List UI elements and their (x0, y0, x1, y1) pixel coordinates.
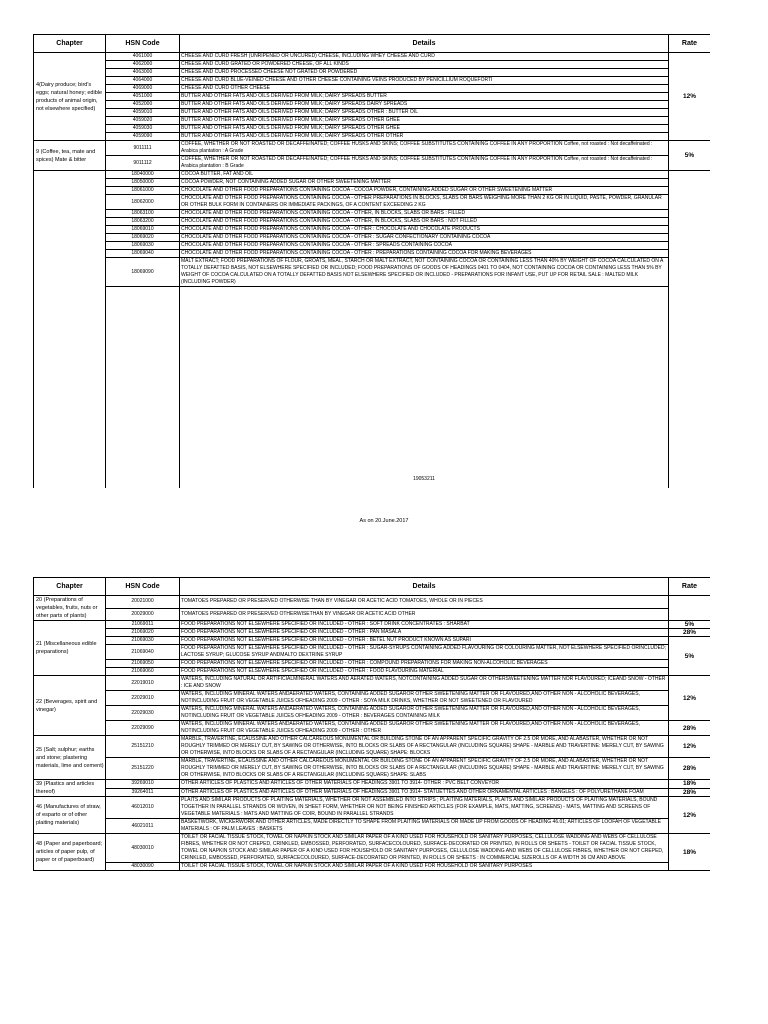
table-row (34, 53, 711, 61)
details-cell: FOOD PREPARATIONS NOT ELSEWHERE SPECIFIED OR INCLUDED - OTHER : SOFT DRINK CONCENTRATES : SHARBAT (180, 621, 669, 629)
chapter-cell: 4(Dairy produce; bird's eggs; natural honey; edible products of animal origin, not elsewhere specified) (34, 53, 106, 141)
table-row (34, 645, 711, 660)
chapter-cell: 25 (Salt; sulphur; earths and stone; plastering materials, lime and cement) (34, 736, 106, 780)
table-row (34, 706, 711, 721)
hsn-code-cell: 22019010 (106, 676, 180, 691)
hsn-code-cell: 18069020 (106, 234, 180, 242)
table-row (34, 250, 711, 258)
table-row (34, 156, 711, 171)
details-cell: COCOA BUTTER, FAT AND OIL (180, 171, 669, 179)
chapter-cell (106, 287, 180, 489)
hsn-code-cell: 19053211 (180, 287, 669, 489)
hsn-code-cell: 46021011 (106, 819, 180, 834)
hsn-code-cell: 46012010 (106, 797, 180, 819)
table-row (34, 287, 711, 489)
table-row (34, 234, 711, 242)
hsn-code-cell: 21069040 (106, 645, 180, 660)
table-row (34, 863, 711, 871)
table-row (34, 834, 711, 863)
table-row (34, 596, 711, 609)
rate-cell: 5% (669, 637, 711, 676)
table-row (34, 179, 711, 187)
rate-cell: 12% (669, 797, 711, 834)
hsn-code-cell: 18063100 (106, 210, 180, 218)
chapter-cell: 48 (Paper and paperboard; articles of paper pulp, of paper or of paperboard) (34, 834, 106, 871)
rate-cell: 28% (669, 788, 711, 797)
hsn-code-cell: 9011111 (106, 141, 180, 156)
table-row (34, 77, 711, 85)
details-cell: MARBLE, TRAVERTINE, ECAUSSINE AND OTHER CALCAREOUS MONUMENTAL OR BUILDING STONE OF AN APPARENT SPECIFIC GRAVITY OF 2.5 OR MORE, AND ALABASTER, WHETHER OR NOT ROUGHLY TRIMMED OR MERELY CUT, BY SAWING OR OTHERWISE, INTO BLOCKS OR SLABS OF A RECTANGULAR (INCLUDING SQUARE) SHAPE - MARBLE AND TRAVERTINE: MERELY CUT, BY SAWING OR OTHERWISE, INTO BLOCKS OR SLABS OF A RECTANGULAR (INCLUDING SQUARE) SHAPE: BLOCKS (180, 736, 669, 758)
table-row (34, 117, 711, 125)
table-row (34, 210, 711, 218)
rate-cell: 18% (669, 834, 711, 871)
table-row (34, 758, 711, 780)
hsn-code-cell: 18069030 (106, 242, 180, 250)
header-rate: Rate (669, 578, 711, 596)
hsn-code-cell: 4061000 (106, 53, 180, 61)
table-row (34, 691, 711, 706)
rate-cell: 12% (669, 736, 711, 758)
hsn-code-cell: 18062000 (106, 195, 180, 210)
details-cell: OTHER ARTICLES OF PLASTICS AND ARTICLES OF OTHER MATERIALS OF HEADINGS 3901 TO 3914- STATUETTES AND OTHER ORNAMENTAL ARTICLES : BANGLES : OF POLYURETHANE FOAM (180, 788, 669, 797)
header-chapter: Chapter (34, 578, 106, 596)
hsn-code-cell: 4059020 (106, 117, 180, 125)
rate-cell: 12% (669, 53, 711, 141)
tariff-table (33, 34, 710, 488)
table-row (34, 125, 711, 133)
tariff-table (33, 577, 710, 871)
hsn-code-cell: 4051000 (106, 93, 180, 101)
table-header-row (34, 35, 711, 53)
table-row (34, 780, 711, 789)
header-details: Details (180, 35, 669, 53)
hsn-code-cell: 21069011 (106, 621, 180, 629)
header-rate: Rate (669, 35, 711, 53)
rate-cell: 5% (669, 141, 711, 171)
chapter-cell: 39 (Plastics and articles thereof) (34, 780, 106, 797)
details-cell: BUTTER AND OTHER FATS AND OILS DERIVED FROM MILK; DAIRY SPREADS OTHER GHEE (180, 125, 669, 133)
details-cell: BUTTER AND OTHER FATS AND OILS DERIVED FROM MILK; DAIRY SPREADS BUTTER (180, 93, 669, 101)
table-header-row (34, 578, 711, 596)
details-cell: COCOA POWDER, NOT CONTAINING ADDED SUGAR OR OTHER SWEETENING MATTER (180, 179, 669, 187)
details-cell: CHEESE AND CURD OTHER CHEESE (180, 85, 669, 93)
hsn-code-cell: 39264011 (106, 788, 180, 797)
header-chapter: Chapter (34, 35, 106, 53)
table-row (34, 171, 711, 179)
rate-cell: 28% (669, 758, 711, 780)
table-row (34, 85, 711, 93)
details-cell: OTHER ARTICLES OF PLASTICS AND ARTICLES OF OTHER MATERIALS OF HEADINGS 3901 TO 3914- OTHER : PVC BELT CONVEYOR (180, 780, 669, 789)
table-row (34, 141, 711, 156)
table-row (34, 187, 711, 195)
chapter-cell: 9 (Coffee, tea, mate and spices) Mate & bitter (34, 141, 106, 171)
details-cell: WATERS, INCLUDING MINERAL WATERS ANDAERATED WATERS, CONTAINING ADDED SUGAROR OTHER SWEETENING MATTER OR FLAVOURED,AND OTHER NON - ALCOHOLIC BEVERAGES, NOTINCLUDING FRUIT OR VEGETABLE JUICES OFHEADING 2009 - OTHER : OTHER (180, 721, 669, 736)
details-cell: COFFEE, WHETHER OR NOT ROASTED OR DECAFFEINATED; COFFEE HUSKS AND SKINS; COFFEE SUBSTITUTES CONTAINING COFFEE IN ANY PROPORTION Coffee, not roasted : Not decaffeinated : Arabica plantation : B Grade (180, 156, 669, 171)
hsn-code-cell: 22029090 (106, 721, 180, 736)
hsn-code-cell: 18040000 (106, 171, 180, 179)
table-row (34, 660, 711, 668)
hsn-code-cell: 4052000 (106, 101, 180, 109)
rate-cell: 18% (669, 780, 711, 789)
details-cell: FOOD PREPARATIONS NOT ELSEWHERE SPECIFIED OR INCLUDED - OTHER : SUGAR-SYRUPS CONTAINING ADDED FLAVOURING OR COLOURING MATTER, NOT ELSEWHERE SPECIFIED ORINCLUDED; LACTOSE SYRUP; GLUCOSE SYRUP ANDMALTO DEXTRINE SYRUP (180, 645, 669, 660)
hsn-code-cell: 4059010 (106, 109, 180, 117)
details-cell: PLAITS AND SIMILAR PRODUCTS OF PLAITING MATERIALS, WHETHER OR NOT ASSEMBLED INTO STRIPS ; PLAITING MATERIALS, PLAITS AND SIMILAR PRODUCTS OF PLAITING MATERIALS, BOUND TOGETHER IN PARALLEL STRANDS OR WOVEN, IN SHEET FORM, WHETHER OR NOT BEING FINISHED ARTICLES (FOR EXAMPLE, MATS, MATTING, SCREENS) - MATS, MATTING AND SCREENS OF VEGETABLE MATERIALS : MATS AND MATTING OF COIR, BOUND IN PARALLEL STRANDS (180, 797, 669, 819)
table-row (34, 93, 711, 101)
details-cell: BUTTER AND OTHER FATS AND OILS DERIVED FROM MILK; DAIRY SPREADS OTHER GHEE (180, 117, 669, 125)
rate-cell: 5% (669, 621, 711, 629)
hsn-code-cell: 18069040 (106, 250, 180, 258)
hsn-code-cell: 22029030 (106, 706, 180, 721)
table-body (34, 596, 711, 871)
details-cell: FOOD PREPARATIONS NOT ELSEWHERE SPECIFIED OR INCLUDED - OTHER : BETEL NUT PRODUCT KNOWN AS SUPARI (180, 637, 669, 645)
tariff-table-page-2 (33, 577, 710, 1024)
header-hsn-code: HSN Code (106, 35, 180, 53)
table-row (34, 721, 711, 736)
table-row (34, 736, 711, 758)
details-cell: CHOCOLATE AND OTHER FOOD PREPARATIONS CONTAINING COCOA - OTHER : PREPARATIONS CONTAINING COCOA FOR MAKING BEVERAGES (180, 250, 669, 258)
rate-cell: 12% (669, 676, 711, 721)
hsn-code-cell: 18061000 (106, 187, 180, 195)
hsn-code-cell: 18069090 (106, 258, 180, 287)
table-row (34, 242, 711, 250)
details-cell: MALT EXTRACT; FOOD PREPARATIONS OF FLOUR, GROATS, MEAL, STARCH OR MALT EXTRACT, NOT CONTAINING COCOA OR CONTAINING LESS THAN 40% BY WEIGHT OF COCOA CALCULATED ON A TOTALLY DEFATTED BASIS, NOT ELSEWHERE SPECIFIED OR INCLUDED; FOOD PREPARATIONS OF GOODS OF HEADINGS 0401 TO 0404, NOT CONTAINING COCOA OR CONTAINING LESS THAN 5% BY WEIGHT OF COCOA CALCULATED ON A TOTALLY DEFATTED BASIS NOT ELSEWHERE SPECIFIED OR INCLUDED - PREPARATIONS FOR INFANT USE, PUT UP FOR RETAIL SALE : MALTED MILK (INCLUDING POWDER) (180, 258, 669, 287)
details-cell: FOOD PREPARATIONS NOT ELSEWHERE SPECIFIED OR INCLUDED - OTHER : PAN MASALA (180, 629, 669, 637)
hsn-code-cell: 9011112 (106, 156, 180, 171)
details-cell: TOMATOES PREPARED OR PRESERVED OTHERWISE THAN BY VINEGAR OR ACETIC ACID TOMATOES, WHOLE OR IN PIECES (180, 596, 669, 609)
table-row (34, 819, 711, 834)
table-row (34, 621, 711, 629)
table-row (34, 61, 711, 69)
hsn-code-cell: 25151220 (106, 758, 180, 780)
details-cell: CHOCOLATE AND OTHER FOOD PREPARATIONS CONTAINING COCOA - OTHER, IN BLOCKS, SLABS OR BARS : NOT FILLED (180, 218, 669, 226)
table-row (34, 637, 711, 645)
details-cell: WATERS, INCLUDING NATURAL OR ARTIFICIALMINERAL WATERS AND AERATED WATERS, NOTCONTAINING ADDED SUGAR OR OTHERSWEETENING MATTER NOR FLAVOURED; ICEAND SNOW - OTHER : ICE AND SNOW (180, 676, 669, 691)
rate-cell (669, 171, 711, 489)
chapter-cell: 46 (Manufactures of straw, of esparto or of other plaiting materials) (34, 797, 106, 834)
table-row (34, 676, 711, 691)
hsn-code-cell: 48030010 (106, 834, 180, 863)
details-cell: TOMATOES PREPARED OR PRESERVED OTHERWISETHAN BY VINEGAR OR ACETIC ACID OTHER (180, 608, 669, 621)
details-cell: BUTTER AND OTHER FATS AND OILS DERIVED FROM MILK; DAIRY SPREADS OTHER OTHER (180, 133, 669, 141)
hsn-code-cell: 18063200 (106, 218, 180, 226)
details-cell: CHEESE AND CURD BLUE-VEINED CHEESE AND OTHER CHEESE CONTAINING VEINS PRODUCED BY PENICILLIUM ROQUEFORTI (180, 77, 669, 85)
table-row (34, 668, 711, 676)
hsn-code-cell: 21069050 (106, 660, 180, 668)
table-row (34, 797, 711, 819)
details-cell: TOILET OR FACIAL TISSUE STOCK, TOWEL OR NAPKIN STOCK AND SIMILAR PAPER OF A KIND USED FOR HOUSEHOLD OR SANITARY PURPOSES (180, 863, 669, 871)
chapter-cell: 21 (Miscellaneous edible preparations) (34, 621, 106, 676)
hsn-code-cell: 21069020 (106, 629, 180, 637)
details-cell: CHOCOLATE AND OTHER FOOD PREPARATIONS CONTAINING COCOA - OTHER : SUGAR CONFECTIONARY CONTAINING COCOA (180, 234, 669, 242)
hsn-code-cell: 4063000 (106, 69, 180, 77)
hsn-code-cell: 4069000 (106, 85, 180, 93)
hsn-code-cell: 4064000 (106, 77, 180, 85)
hsn-code-cell: 20029000 (106, 608, 180, 621)
hsn-code-cell: 48030090 (106, 863, 180, 871)
details-cell: FOOD PREPARATIONS NOT ELSEWHERE SPECIFIED OR INCLUDED - OTHER : COMPOUND PREPARATIONS FOR MAKING NON-ALCOHOLIC BEVERAGES (180, 660, 669, 668)
table-row (34, 218, 711, 226)
header-details: Details (180, 578, 669, 596)
header-hsn-code: HSN Code (106, 578, 180, 596)
details-cell: BUTTER AND OTHER FATS AND OILS DERIVED FROM MILK; DAIRY SPREADS OTHER : BUTTER OIL (180, 109, 669, 117)
details-cell: FOOD PREPARATIONS NOT ELSEWHERE SPECIFIED OR INCLUDED - OTHER : FOOD FLAVOURING MATERIAL (180, 668, 669, 676)
rate-cell: 28% (669, 629, 711, 637)
hsn-code-cell: 18069010 (106, 226, 180, 234)
details-cell: WATERS, INCLUDING MINERAL WATERS ANDAERATED WATERS, CONTAINING ADDED SUGAROR OTHER SWEETENING MATTER OR FLAVOURED,AND OTHER NON - ALCOHOLIC BEVERAGES, NOTINCLUDING FRUIT OR VEGETABLE JUICES OFHEADING 2009 - OTHER : SOYA MILK DRINKS, WHETHER OR NOT SWEETENED OR FLAVOURED (180, 691, 669, 706)
details-cell: TOILET OR FACIAL TISSUE STOCK, TOWEL OR NAPKIN STOCK AND SIMILAR PAPER OF A KIND USED FOR HOUSEHOLD OR SANITARY PURPOSES, CELLULOSE WADDING AND WEBS OF CELLULOSE FIBRES, WHETHER OR NOT CREPED, CRINKLED, EMBOSSED, PERFORATED, SURFACECOLOURED, SURFACE-DECORATED OR PRINTED, IN ROLLS OR SHEETS - TOILET OR FACIAL TISSUE STOCK, TOWEL OR NAPKIN STOCK AND SIMILAR PAPER OF A KIND USED FOR HOUSEHOLD OR SANITARY PURPOSES, CELLULOSE WADDING AND WEBS OF CELLULOSE FIBRES, WHETHER OR NOT CREPED, CRINKLED, EMBOSSED, PERFORATED, SURFACECOLOURED, SURFACE-DECORATED OR PRINTED, IN ROLLS OR SHEETS : IN COMMERCIAL SIZEROLLS OF A WIDTH 36 CM AND ABOVE (180, 834, 669, 863)
hsn-code-cell: 25151210 (106, 736, 180, 758)
table-row (34, 629, 711, 637)
chapter-cell: 20 (Preparations of vegetables, fruits, nuts or other parts of plants) (34, 596, 106, 621)
details-cell: CHOCOLATE AND OTHER FOOD PREPARATIONS CONTAINING COCOA - OTHER : CHOCOLATE AND CHOCOLATE PRODUCTS (180, 226, 669, 234)
table-row (34, 608, 711, 621)
details-cell: CHOCOLATE AND OTHER FOOD PREPARATIONS CONTAINING COCOA - OTHER, IN BLOCKS, SLABS OR BARS : FILLED (180, 210, 669, 218)
as-on-date: As on 20.June.2017 (359, 518, 409, 524)
chapter-cell: 22 (Beverages, spirit and vinegar) (34, 676, 106, 736)
hsn-code-cell: 4062000 (106, 61, 180, 69)
hsn-code-cell: 21069030 (106, 637, 180, 645)
details-cell: MARBLE, TRAVERTINE, ECAUSSINE AND OTHER CALCAREOUS MONUMENTAL OR BUILDING STONE OF AN APPARENT SPECIFIC GRAVITY OF 2.5 OR MORE, AND ALABASTER, WHETHER OR NOT ROUGHLY TRIMMED OR MERELY CUT, BY SAWING OR OTHERWISE, INTO BLOCKS OR SLABS OF A RECTANGULAR (INCLUDING SQUARE) SHAPE - MARBLE AND TRAVERTINE: MERELY CUT, BY SAWING OR OTHERWISE, INTO BLOCKS OR SLABS OF A RECTANGULAR (INCLUDING SQUARE) SHAPE: SLABS (180, 758, 669, 780)
details-cell: CHEESE AND CURD GRATED OR POWDERED CHEESE, OF ALL KINDS (180, 61, 669, 69)
tariff-table-page-1 (33, 34, 710, 488)
rate-cell (669, 596, 711, 621)
chapter-cell (34, 171, 106, 489)
hsn-code-cell: 4059090 (106, 133, 180, 141)
table-body (34, 53, 711, 489)
hsn-code-cell: 20021000 (106, 596, 180, 609)
details-cell: WATERS, INCLUDING MINERAL WATERS ANDAERATED WATERS, CONTAINING ADDED SUGAROR OTHER SWEETENING MATTER OR FLAVOURED,AND OTHER NON - ALCOHOLIC BEVERAGES, NOTINCLUDING FRUIT OR VEGETABLE JUICES OFHEADING 2009 - OTHER : BEVERAGES CONTAINING MILK (180, 706, 669, 721)
rate-cell: 28% (669, 721, 711, 736)
table-row (34, 788, 711, 797)
details-cell: CHOCOLATE AND OTHER FOOD PREPARATIONS CONTAINING COCOA - OTHER : SPREADS CONTAINING COCOA (180, 242, 669, 250)
hsn-code-cell: 22029010 (106, 691, 180, 706)
table-row (34, 101, 711, 109)
hsn-code-cell: 4059030 (106, 125, 180, 133)
details-cell: CHEESE AND CURD PROCESSED CHEESE NOT GRATED OR POWDERED (180, 69, 669, 77)
table-row (34, 226, 711, 234)
hsn-code-cell: 18050000 (106, 179, 180, 187)
details-cell: CHOCOLATE AND OTHER FOOD PREPARATIONS CONTAINING COCOA - COCOA POWDER, CONTAINING ADDED SUGAR OR OTHER SWEETENING MATTER (180, 187, 669, 195)
details-cell: CHEESE AND CURD FRESH (UNRIPENED OR UNCURED) CHEESE, INCLUDING WHEY CHEESE AND CURD (180, 53, 669, 61)
table-row (34, 258, 711, 287)
hsn-code-cell: 39269010 (106, 780, 180, 789)
details-cell: BUTTER AND OTHER FATS AND OILS DERIVED FROM MILK; DAIRY SPREADS DAIRY SPREADS (180, 101, 669, 109)
table-row (34, 195, 711, 210)
table-row (34, 69, 711, 77)
details-cell: BASKETWORK, WICKERWORK AND OTHER ARTICLES, MADE DIRECTLY TO SHAPE FROM PLAITING MATERIALS OR MADE UP FROM GOODS OF HEADING 46.01; ARTICLES OF LOOFAH OF VEGETABLE MATERIALS : OF PALM LEAVES : BASKETS (180, 819, 669, 834)
table-row (34, 109, 711, 117)
hsn-code-cell: 21069060 (106, 668, 180, 676)
table-row (34, 133, 711, 141)
details-cell: CHOCOLATE AND OTHER FOOD PREPARATIONS CONTAINING COCOA - OTHER PREPARATIONS IN BLOCKS, SLABS OR BARS WEIGHING MORE THAN 2 KG OR IN LIQUID, PASTE, POWDER, GRANULAR OR OTHER BULK FORM IN CONTAINERS OR IMMEDIATE PACKINGS, OF A CONTENT EXCEEDING 2 KG (180, 195, 669, 210)
details-cell: COFFEE, WHETHER OR NOT ROASTED OR DECAFFEINATED; COFFEE HUSKS AND SKINS; COFFEE SUBSTITUTES CONTAINING COFFEE IN ANY PROPORTION Coffee, not roasted : Not decaffeinated : Arabica plantation : A Grade (180, 141, 669, 156)
